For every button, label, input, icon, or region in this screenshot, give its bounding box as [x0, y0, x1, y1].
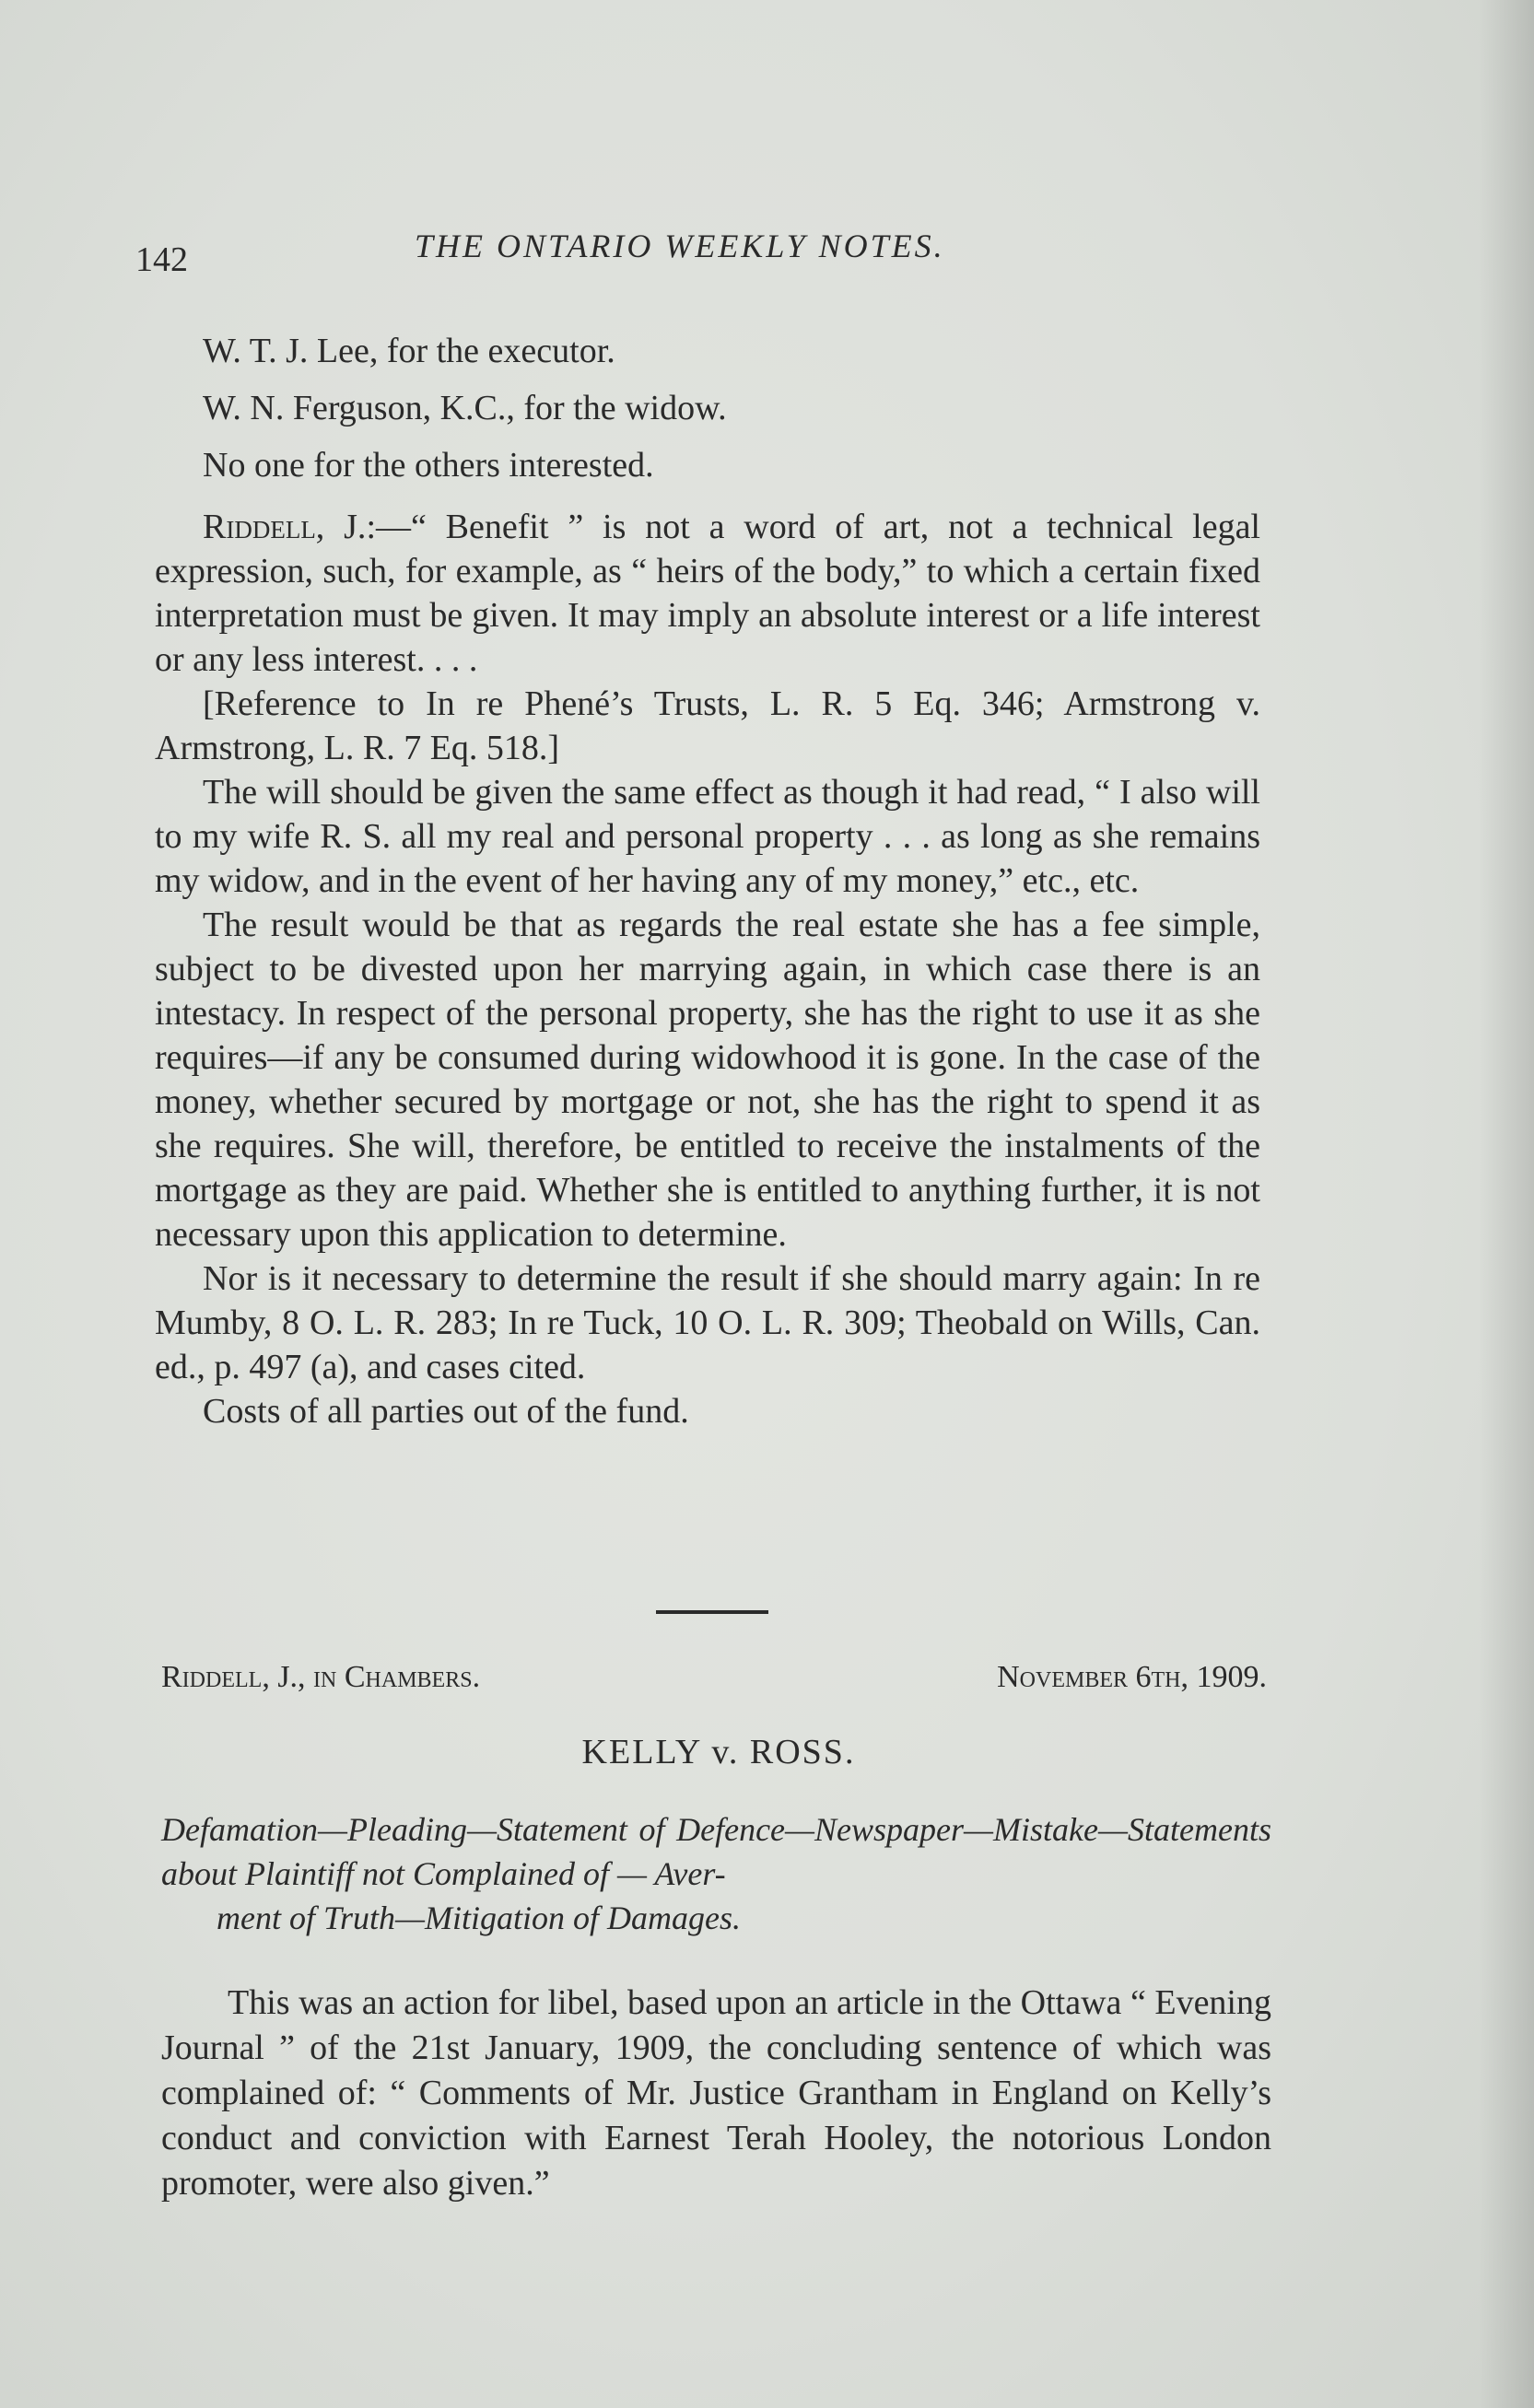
judgment-text	[155, 505, 1260, 1433]
court-label: Riddell, J., in Chambers.	[161, 1660, 481, 1694]
headnote-text	[161, 1807, 1271, 1940]
page-header	[0, 221, 1534, 286]
judgment-paragraph-2: [Reference to In re Phené’s Trusts, L. R. 5 Eq. 346; Armstrong v. Armstrong, L. R. 7 Eq. 518.]	[155, 684, 1260, 767]
page-edge-shadow	[1479, 0, 1534, 2408]
case-date: November 6th, 1909.	[997, 1660, 1267, 1694]
section-divider	[656, 1610, 768, 1614]
case-opening	[161, 1981, 1271, 2206]
case-title: KELLY v. ROSS.	[581, 1733, 856, 1771]
running-title: THE ONTARIO WEEKLY NOTES.	[415, 228, 945, 264]
counsel-line: W. T. J. Lee, for the executor.	[203, 332, 615, 370]
judgment-paragraph-3: The will should be given the same effect as though it had read, “ I also will to my wife R. S. all my real and personal property . . . as long as she remains my widow, and in the event of her having any of my money,” etc., etc.	[155, 773, 1260, 900]
headnote-line-1: Defamation—Pleading—Statement of Defence—Newspaper—Mistake—Statements about Plaintiff not Complained of — Aver-	[161, 1811, 1271, 1892]
judgment-paragraph-6: Costs of all parties out of the fund.	[203, 1392, 689, 1431]
headnote	[161, 1807, 1271, 1940]
case-court-line	[161, 1660, 1267, 1706]
page-number: 142	[135, 240, 188, 279]
judgment-paragraph-5: Nor is it necessary to determine the result if she should marry again: In re Mumby, 8 O. L. R. 283; In re Tuck, 10 O. L. R. 309; Theobald on Wills, Can. ed., p. 497 (a), and cases cited.	[155, 1259, 1260, 1386]
case-opening-paragraph: This was an action for libel, based upon an article in the Ottawa “ Evening Journal ” of the 21st January, 1909, the concluding sentence of which was complained of: “ Comments of Mr. Justice Grantham in England on Kelly’s conduct and conviction with Earnest Terah Hooley, the notorious London promoter, were also given.”	[161, 1983, 1271, 2203]
headnote-line-2: ment of Truth—Mitigation of Damages.	[217, 1900, 742, 1936]
judgment-paragraph-4: The result would be that as regards the real estate she has a fee simple, subject to be divested upon her marrying again, in which case there is an intestacy. In respect of the personal property, she has the right to use it as she requires—if any be consumed during widowhood it is gone. In the case of the money, whether secured by mortgage or not, she has the right to spend it as she requires. She will, therefore, be entitled to receive the instalments of the mortgage as they are paid. Whether she is entitled to anything further, it is not necessary upon this application to determine.	[155, 906, 1260, 1254]
judgment-paragraph-1-text: :—“ Benefit ” is not a word of art, not a technical legal expression, such, for example, as “ heirs of the body,” to which a certain fixed interpretation must be given. It may imply an absolute interest or a life interest or any less interest. . . .	[155, 508, 1260, 679]
counsel-line: W. N. Ferguson, K.C., for the widow.	[203, 389, 727, 427]
judge-name: Riddell, J.	[203, 508, 367, 546]
judgment-paragraph-1	[155, 505, 1260, 682]
counsel-line: No one for the others interested.	[203, 446, 654, 485]
counsel-list	[203, 322, 1308, 494]
